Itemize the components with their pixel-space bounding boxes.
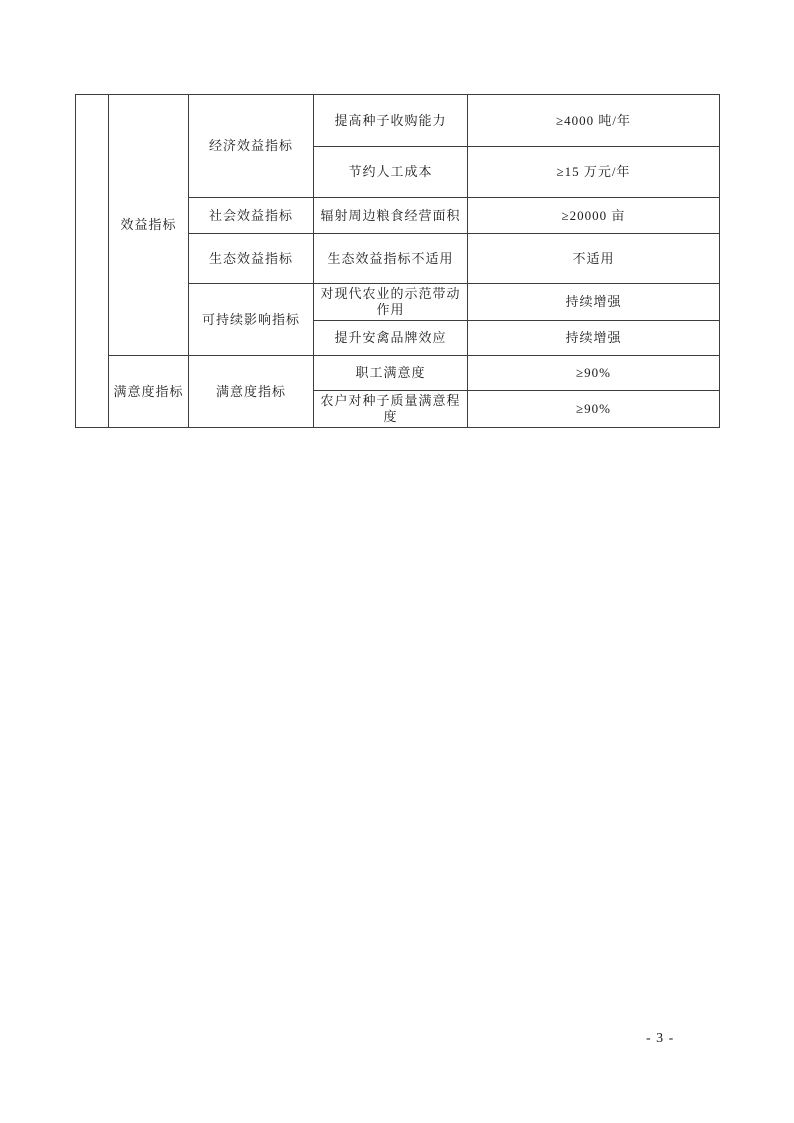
- cell-continued-blank: [76, 95, 109, 428]
- cell-category-ecological: 生态效益指标: [189, 234, 314, 284]
- page-number: - 3 -: [646, 1031, 675, 1046]
- cell-target-farmer-satisfaction: ≥90%: [468, 391, 720, 428]
- cell-category-satisfaction: 满意度指标: [189, 356, 314, 428]
- cell-target-employee-satisfaction: ≥90%: [468, 356, 720, 391]
- cell-indicator-employee-satisfaction: 职工满意度: [314, 356, 468, 391]
- cell-category-social: 社会效益指标: [189, 198, 314, 234]
- cell-target-brand-effect: 持续增强: [468, 321, 720, 356]
- cell-target-labor-cost: ≥15 万元/年: [468, 147, 720, 198]
- cell-target-demonstration: 持续增强: [468, 284, 720, 321]
- cell-indicator-demonstration: 对现代农业的示范带动作用: [314, 284, 468, 321]
- cell-target-grain-area: ≥20000 亩: [468, 198, 720, 234]
- cell-group-benefit: 效益指标: [109, 95, 189, 356]
- cell-indicator-grain-area: 辐射周边粮食经营面积: [314, 198, 468, 234]
- cell-target-ecological-na: 不适用: [468, 234, 720, 284]
- cell-category-economic: 经济效益指标: [189, 95, 314, 198]
- cell-indicator-ecological-na: 生态效益指标不适用: [314, 234, 468, 284]
- cell-target-seed-purchase: ≥4000 吨/年: [468, 95, 720, 147]
- cell-indicator-seed-purchase: 提高种子收购能力: [314, 95, 468, 147]
- cell-indicator-farmer-satisfaction: 农户对种子质量满意程度: [314, 391, 468, 428]
- cell-group-satisfaction: 满意度指标: [109, 356, 189, 428]
- cell-category-sustainable: 可持续影响指标: [189, 284, 314, 356]
- cell-indicator-brand-effect: 提升安禽品牌效应: [314, 321, 468, 356]
- indicator-table: [75, 94, 720, 428]
- cell-indicator-labor-cost: 节约人工成本: [314, 147, 468, 198]
